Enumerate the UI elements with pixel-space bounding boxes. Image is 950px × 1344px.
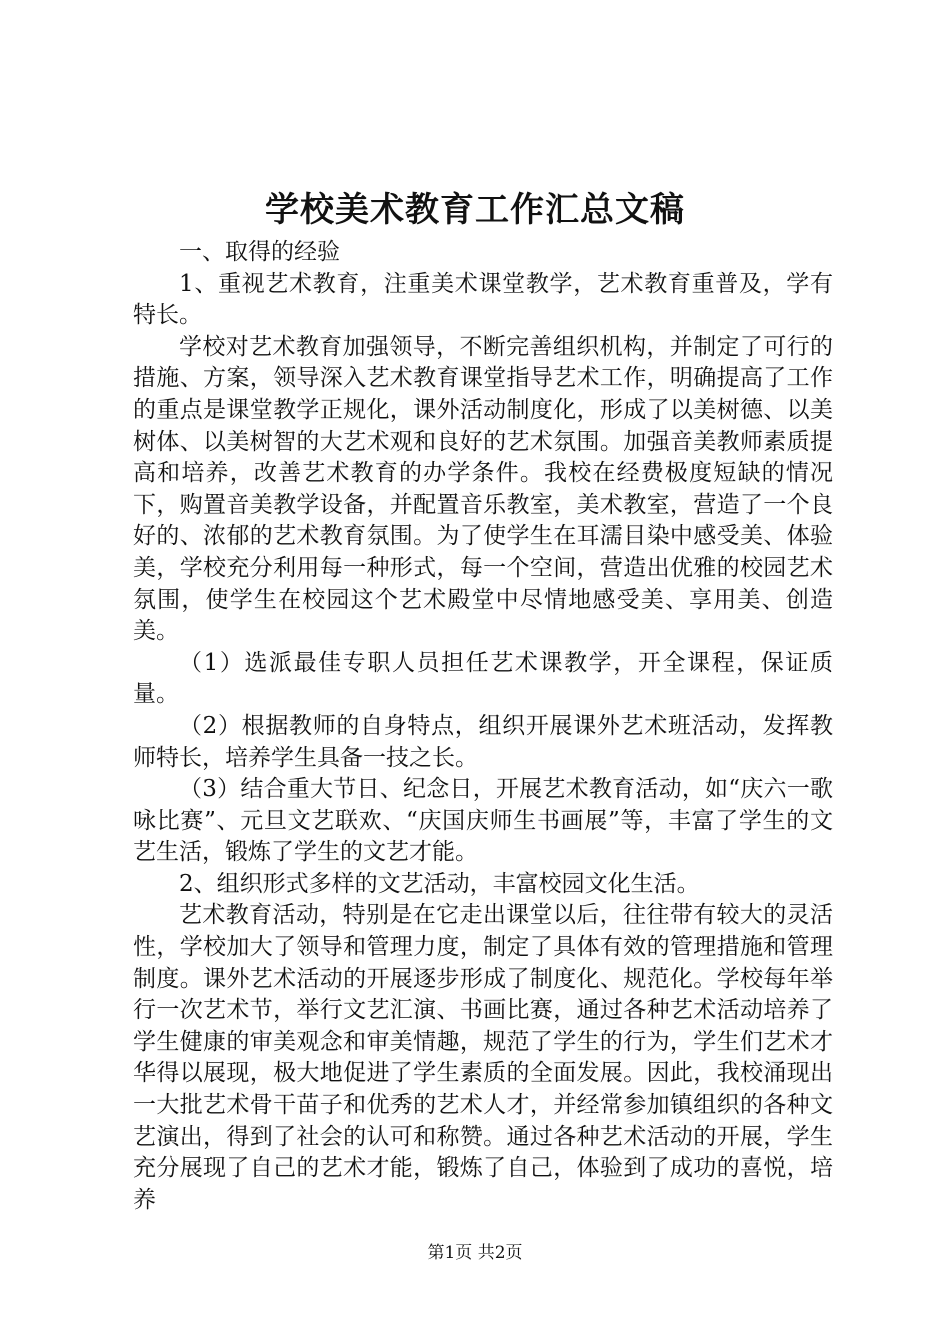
- body-paragraph: 学校对艺术教育加强领导，不断完善组织机构，并制定了可行的措施、方案，领导深入艺术教育课堂指导艺术工作，明确提高了工作的重点是课堂教学正规化，课外活动制度化，形成了以美树德、以美树体、以美树智的大艺术观和良好的艺术氛围。加强音美教师素质提高和培养，改善艺术教育的办学条件。我校在经费极度短缺的情况下，购置音美教学设备，并配置音乐教室，美术教室，营造了一个良好的、浓郁的艺术教育氛围。为了使学生在耳濡目染中感受美、体验美，学校充分利用每一种形式，每一个空间，营造出优雅的校园艺术氛围，使学生在校园这个艺术殿堂中尽情地感受美、享用美、创造美。: [133, 333, 833, 645]
- list-item: （3）结合重大节日、纪念日，开展艺术教育活动，如“庆六一歌咏比赛”、元旦文艺联欢、“庆国庆师生书画展”等，丰富了学生的文艺生活，锻炼了学生的文艺才能。: [133, 776, 833, 866]
- body-paragraph: 艺术教育活动，特别是在它走出课堂以后，往往带有较大的灵活性，学校加大了领导和管理力度，制定了具体有效的管理措施和管理制度。课外艺术活动的开展逐步形成了制度化、规范化。学校每年举行一次艺术节，举行文艺汇演、书画比赛，通过各种艺术活动培养了学生健康的审美观念和审美情趣，规范了学生的行为，学生们艺术才华得以展现，极大地促进了学生素质的全面发展。因此，我校涌现出一大批艺术骨干苗子和优秀的艺术人才，并经常参加镇组织的各种文艺演出，得到了社会的认可和称赞。通过各种艺术活动的开展，学生充分展现了自己的艺术才能，锻炼了自己，体验到了成功的喜悦，培养: [133, 902, 833, 1213]
- subsection-heading: 2、组织形式多样的文艺活动，丰富校园文化生活。: [179, 870, 700, 897]
- document-body: [133, 237, 833, 1216]
- list-item: （1）选派最佳专职人员担任艺术课教学，开全课程，保证质量。: [133, 649, 833, 708]
- section-heading: 一、取得的经验: [179, 239, 340, 265]
- subsection-heading: 1、重视艺术教育，注重美术课堂教学，艺术教育重普及，学有特长。: [133, 270, 833, 329]
- document-title: 学校美术教育工作汇总文稿: [265, 190, 685, 230]
- list-item: （2）根据教师的自身特点，组织开展课外艺术班活动，发挥教师特长，培养学生具备一技之长。: [133, 712, 833, 771]
- page-number: 第1页 共2页: [427, 1243, 523, 1263]
